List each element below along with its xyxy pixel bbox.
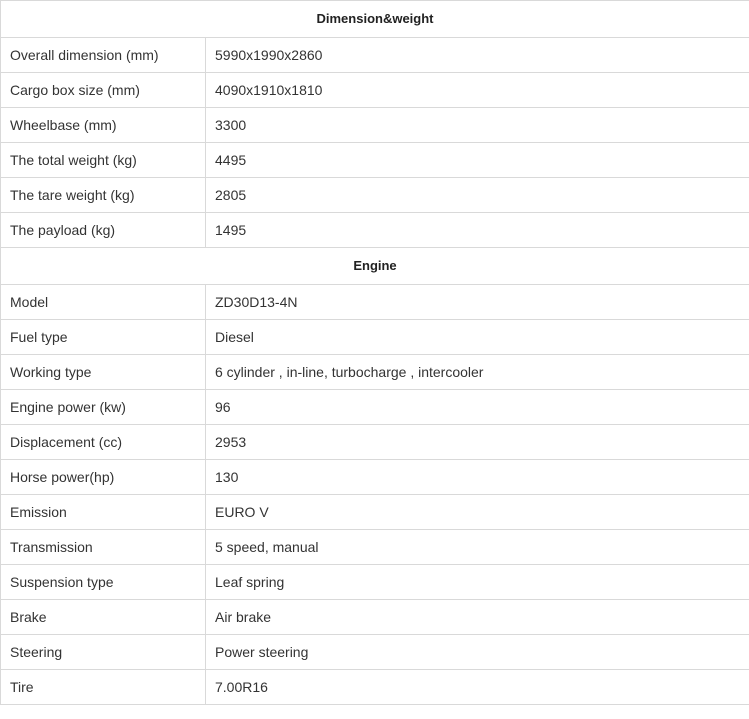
table-row — [1, 73, 749, 108]
row-value: ZD30D13-4N — [206, 285, 749, 320]
row-label: The tare weight (kg) — [1, 178, 206, 213]
row-value: 130 — [206, 460, 749, 495]
table-row — [1, 355, 749, 390]
row-label: The payload (kg) — [1, 213, 206, 248]
row-value: 7.00R16 — [206, 670, 749, 705]
row-value: Leaf spring — [206, 565, 749, 600]
table-row — [1, 460, 749, 495]
table-row — [1, 320, 749, 355]
row-label: Displacement (cc) — [1, 425, 206, 460]
table-row — [1, 38, 749, 73]
table-row — [1, 108, 749, 143]
row-label: Engine power (kw) — [1, 390, 206, 425]
row-label: Transmission — [1, 530, 206, 565]
table-row — [1, 425, 749, 460]
table-row — [1, 670, 749, 705]
section-header-row — [1, 1, 749, 38]
row-label: Steering — [1, 635, 206, 670]
section-header-row — [1, 248, 749, 285]
table-row — [1, 213, 749, 248]
row-value: 96 — [206, 390, 749, 425]
table-row — [1, 600, 749, 635]
table-row — [1, 143, 749, 178]
table-row — [1, 285, 749, 320]
row-label: Horse power(hp) — [1, 460, 206, 495]
table-row — [1, 565, 749, 600]
row-value: 2953 — [206, 425, 749, 460]
row-label: Tire — [1, 670, 206, 705]
row-label: The total weight (kg) — [1, 143, 206, 178]
table-row — [1, 390, 749, 425]
row-value: 4090x1910x1810 — [206, 73, 749, 108]
table-row — [1, 635, 749, 670]
table-row — [1, 178, 749, 213]
row-label: Overall dimension (mm) — [1, 38, 206, 73]
row-label: Cargo box size (mm) — [1, 73, 206, 108]
section-title-dimension-weight: Dimension&weight — [1, 1, 749, 38]
row-value: 3300 — [206, 108, 749, 143]
row-value: 6 cylinder , in-line, turbocharge , intercooler — [206, 355, 749, 390]
row-label: Working type — [1, 355, 206, 390]
section-title-engine: Engine — [1, 248, 749, 285]
row-label: Brake — [1, 600, 206, 635]
row-value: 5990x1990x2860 — [206, 38, 749, 73]
row-value: Air brake — [206, 600, 749, 635]
table-row — [1, 495, 749, 530]
row-value: 1495 — [206, 213, 749, 248]
table-row — [1, 530, 749, 565]
row-value: 5 speed, manual — [206, 530, 749, 565]
row-value: Power steering — [206, 635, 749, 670]
row-label: Fuel type — [1, 320, 206, 355]
row-label: Model — [1, 285, 206, 320]
row-label: Suspension type — [1, 565, 206, 600]
row-value: EURO V — [206, 495, 749, 530]
row-value: 2805 — [206, 178, 749, 213]
row-label: Wheelbase (mm) — [1, 108, 206, 143]
row-value: 4495 — [206, 143, 749, 178]
row-label: Emission — [1, 495, 206, 530]
row-value: Diesel — [206, 320, 749, 355]
